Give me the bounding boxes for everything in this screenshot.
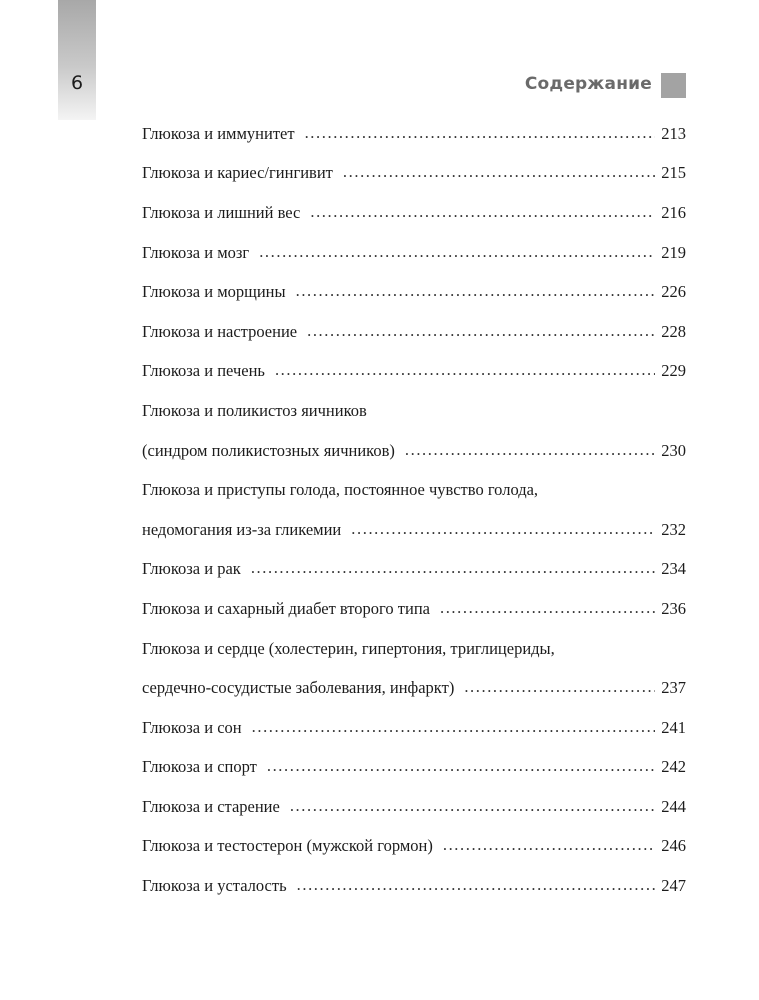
toc-entry-title: Глюкоза и кариес/гингивит	[142, 163, 333, 183]
toc-entry[interactable]	[142, 154, 686, 194]
toc-entry[interactable]	[142, 510, 686, 550]
toc-entry-title: Глюкоза и поликистоз яичников	[142, 400, 367, 420]
toc-entry[interactable]	[142, 312, 686, 352]
table-of-contents	[142, 114, 686, 906]
page-number: 6	[70, 72, 84, 94]
toc-entry-continued[interactable]	[142, 470, 686, 510]
toc-entry-page: 237	[661, 678, 686, 698]
toc-entry[interactable]	[142, 827, 686, 867]
toc-entry-page: 230	[661, 440, 686, 460]
toc-entry-title: Глюкоза и сердце (холестерин, гипертония, триглицериды,	[142, 638, 555, 658]
toc-leader-dots	[464, 677, 655, 697]
toc-entry-title: Глюкоза и лишний вес	[142, 202, 301, 222]
toc-entry-continued[interactable]	[142, 391, 686, 431]
toc-leader-dots	[343, 162, 655, 182]
toc-entry-title: (синдром поликистозных яичников)	[142, 440, 395, 460]
toc-entry-title: Глюкоза и рак	[142, 559, 241, 579]
toc-leader-dots	[297, 875, 656, 895]
toc-entry-page: 246	[661, 836, 686, 856]
toc-entry-title: Глюкоза и старение	[142, 796, 280, 816]
toc-entry-title: Глюкоза и приступы голода, постоянное чувство голода,	[142, 480, 539, 500]
toc-entry-title: Глюкоза и печень	[142, 361, 265, 381]
toc-leader-dots	[443, 835, 655, 855]
toc-entry[interactable]	[142, 431, 686, 471]
toc-entry[interactable]	[142, 272, 686, 312]
toc-leader-dots	[296, 281, 656, 301]
toc-entry-page: 232	[661, 519, 686, 539]
toc-leader-dots	[275, 360, 655, 380]
toc-entry-page: 228	[661, 321, 686, 341]
toc-entry-title: сердечно-сосудистые заболевания, инфаркт)	[142, 678, 455, 698]
running-head-title: Содержание	[524, 74, 652, 94]
toc-entry-title: Глюкоза и усталость	[142, 876, 287, 896]
header-square-marker	[661, 73, 686, 98]
toc-entry-continued[interactable]	[142, 629, 686, 669]
toc-leader-dots	[307, 321, 655, 341]
toc-entry-title: Глюкоза и сахарный диабет второго типа	[142, 598, 430, 618]
toc-entry-title: недомогания из-за гликемии	[142, 519, 342, 539]
toc-leader-dots	[252, 717, 656, 737]
toc-entry[interactable]	[142, 193, 686, 233]
toc-entry-page: 213	[661, 123, 686, 143]
toc-leader-dots	[405, 440, 655, 460]
toc-leader-dots	[267, 756, 655, 776]
toc-entry-page: 241	[661, 717, 686, 737]
toc-entry[interactable]	[142, 668, 686, 708]
toc-leader-dots	[251, 558, 655, 578]
toc-entry[interactable]	[142, 233, 686, 273]
toc-entry-page: 226	[661, 282, 686, 302]
toc-entry[interactable]	[142, 787, 686, 827]
toc-entry[interactable]	[142, 708, 686, 748]
toc-entry-page: 244	[661, 796, 686, 816]
toc-entry-title: Глюкоза и мозг	[142, 242, 250, 262]
toc-entry-page: 242	[661, 757, 686, 777]
toc-entry[interactable]	[142, 114, 686, 154]
toc-entry-title: Глюкоза и тестостерон (мужской гормон)	[142, 836, 433, 856]
toc-leader-dots	[351, 519, 655, 539]
toc-entry-page: 236	[661, 598, 686, 618]
toc-leader-dots	[310, 202, 655, 222]
toc-entry-page: 234	[661, 559, 686, 579]
toc-entry-page: 229	[661, 361, 686, 381]
toc-entry[interactable]	[142, 352, 686, 392]
toc-entry-page: 219	[661, 242, 686, 262]
toc-entry-page: 247	[661, 876, 686, 896]
toc-entry-page: 215	[661, 163, 686, 183]
toc-entry-title: Глюкоза и спорт	[142, 757, 257, 777]
toc-entry[interactable]	[142, 589, 686, 629]
toc-leader-dots	[440, 598, 655, 618]
toc-entry-page: 216	[661, 202, 686, 222]
toc-leader-dots	[305, 123, 656, 143]
toc-entry-title: Глюкоза и настроение	[142, 321, 298, 341]
page-edge-tab	[58, 0, 96, 120]
toc-entry-title: Глюкоза и иммунитет	[142, 123, 295, 143]
toc-entry[interactable]	[142, 550, 686, 590]
toc-leader-dots	[290, 796, 655, 816]
toc-entry-title: Глюкоза и морщины	[142, 282, 286, 302]
toc-entry-title: Глюкоза и сон	[142, 717, 242, 737]
toc-entry[interactable]	[142, 866, 686, 906]
toc-leader-dots	[259, 242, 655, 262]
toc-entry[interactable]	[142, 748, 686, 788]
